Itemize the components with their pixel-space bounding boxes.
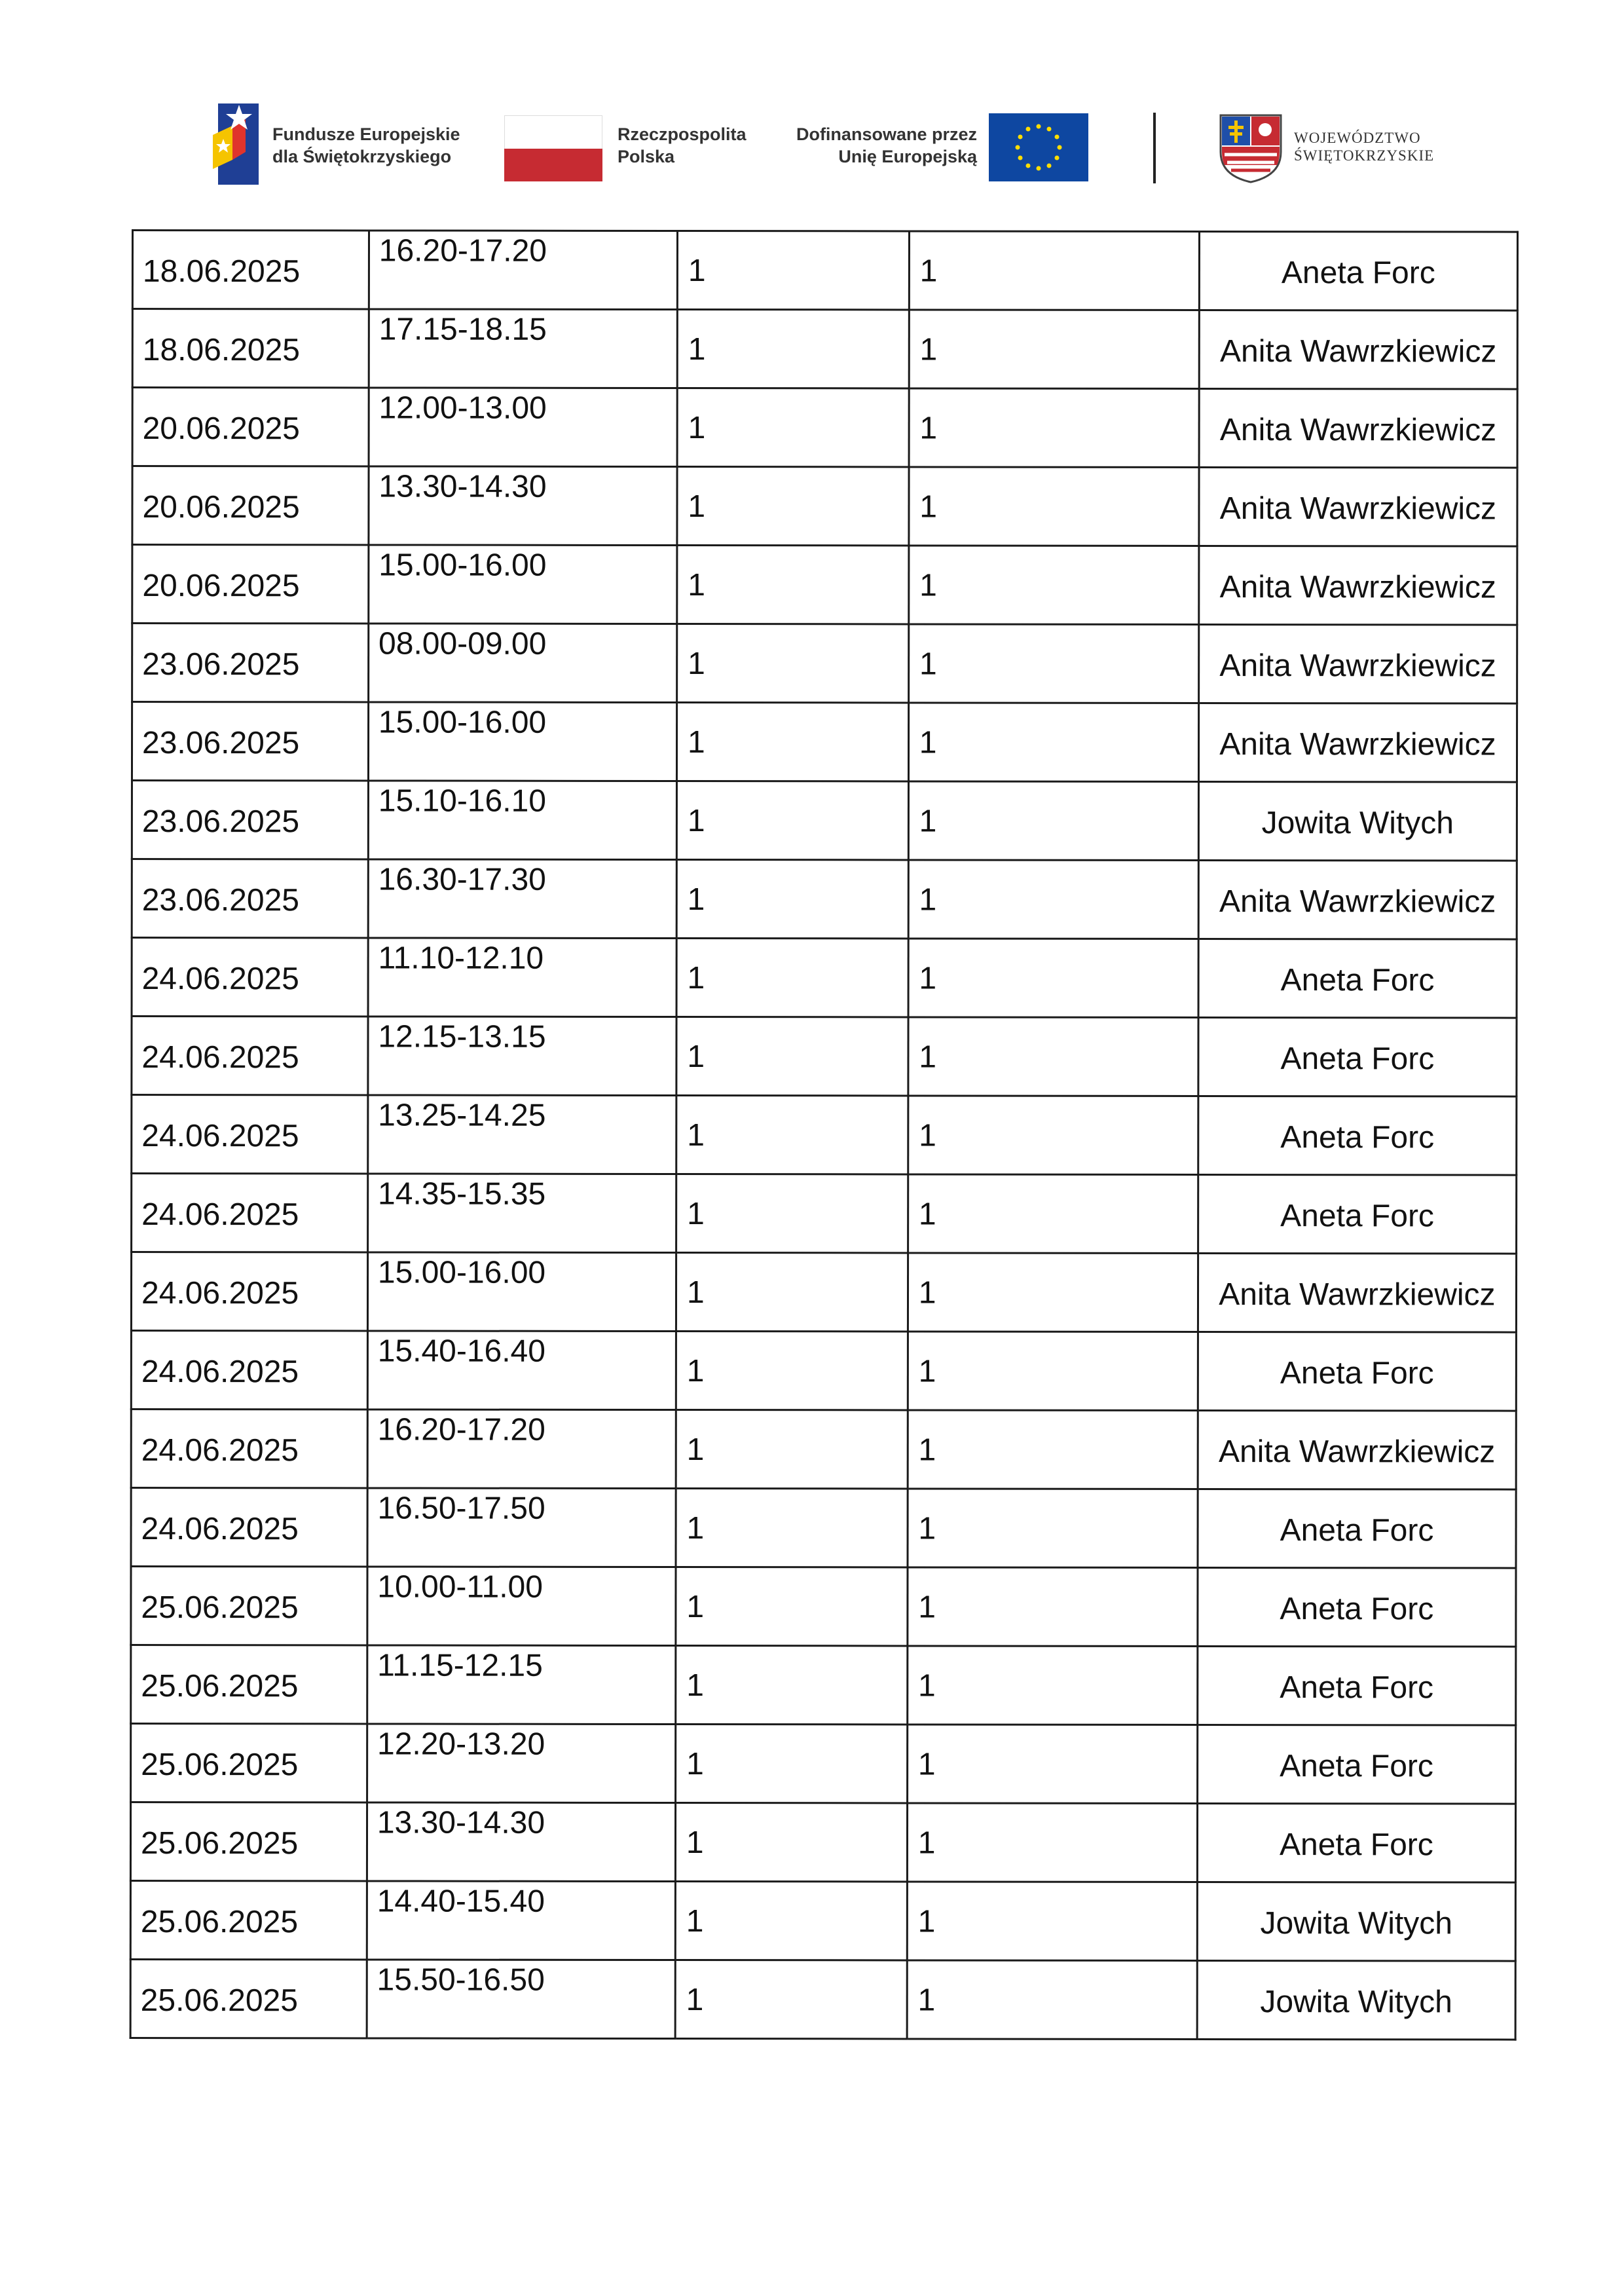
date-cell-text: 24.06.2025 xyxy=(141,1276,299,1311)
date-cell xyxy=(132,1095,368,1174)
specialist-cell xyxy=(1197,1882,1515,1961)
time-cell-text: 13.30-14.30 xyxy=(378,469,547,504)
date-cell-text: 24.06.2025 xyxy=(141,1433,299,1468)
date-cell-text: 18.06.2025 xyxy=(142,254,301,289)
time-cell-text: 11.10-12.10 xyxy=(378,941,544,976)
time-cell-text: 14.35-15.35 xyxy=(378,1176,546,1212)
time-cell xyxy=(367,1960,675,2039)
table-row xyxy=(132,545,1517,625)
count-cell-b-text: 1 xyxy=(917,1983,936,2018)
count-cell-b xyxy=(908,781,1198,861)
date-cell-text: 25.06.2025 xyxy=(141,1590,299,1626)
date-cell-text: 25.06.2025 xyxy=(140,1826,299,1861)
date-cell-text: 20.06.2025 xyxy=(142,490,300,525)
header-logos xyxy=(0,0,1624,196)
count-cell-b xyxy=(909,388,1199,468)
count-cell-a-text: 1 xyxy=(687,725,705,760)
specialist-cell-text: Anita Wawrzkiewicz xyxy=(1219,1277,1496,1313)
date-cell xyxy=(130,1881,367,1960)
time-cell xyxy=(369,309,677,388)
count-cell-a xyxy=(677,388,909,467)
count-cell-b xyxy=(908,1410,1198,1489)
specialist-cell-text: Aneta Forc xyxy=(1280,963,1435,998)
count-cell-a-text: 1 xyxy=(686,1511,705,1546)
fe-line-2: dla Świętokrzyskiego xyxy=(272,147,452,166)
count-cell-b-text: 1 xyxy=(918,1275,936,1311)
count-cell-b xyxy=(908,1253,1198,1332)
specialist-cell xyxy=(1198,703,1517,782)
time-cell xyxy=(369,388,677,467)
count-cell-a-text: 1 xyxy=(686,1904,704,1939)
date-cell xyxy=(132,231,369,309)
count-cell-a xyxy=(676,1017,908,1096)
header-divider xyxy=(1153,113,1156,183)
table-row xyxy=(131,1252,1516,1333)
table-row xyxy=(132,388,1517,468)
specialist-cell-text: Aneta Forc xyxy=(1280,1199,1434,1234)
time-cell xyxy=(367,1331,676,1410)
count-cell-a xyxy=(676,860,908,939)
schedule-table-body xyxy=(130,231,1517,2040)
time-cell-text: 15.10-16.10 xyxy=(378,783,547,819)
specialist-cell xyxy=(1198,1253,1516,1332)
specialist-cell xyxy=(1199,231,1517,310)
count-cell-a xyxy=(676,939,908,1017)
count-cell-a-text: 1 xyxy=(687,961,705,996)
table-row xyxy=(130,1802,1515,1883)
count-cell-a-text: 1 xyxy=(688,646,705,682)
time-cell xyxy=(368,781,676,860)
time-cell-text: 16.20-17.20 xyxy=(377,1412,545,1447)
count-cell-b-text: 1 xyxy=(918,1511,936,1546)
time-cell-text: 13.30-14.30 xyxy=(377,1805,545,1840)
swietokrzyskie-crest-icon xyxy=(1218,113,1283,183)
time-cell xyxy=(367,1724,675,1803)
table-row xyxy=(132,231,1517,311)
count-cell-b-text: 1 xyxy=(919,804,937,839)
count-cell-a xyxy=(676,1489,908,1567)
count-cell-a-text: 1 xyxy=(686,1590,705,1625)
count-cell-b-text: 1 xyxy=(919,568,937,603)
time-cell xyxy=(367,1174,676,1253)
count-cell-b-text: 1 xyxy=(917,1747,936,1782)
table-row xyxy=(130,1959,1515,2040)
count-cell-a xyxy=(676,1174,908,1253)
table-row xyxy=(131,1567,1516,1647)
count-cell-b xyxy=(908,860,1198,939)
specialist-cell xyxy=(1198,1017,1517,1096)
count-cell-a-text: 1 xyxy=(688,489,706,525)
specialist-cell xyxy=(1197,1803,1515,1882)
time-cell-text: 13.25-14.25 xyxy=(378,1098,546,1133)
specialist-cell xyxy=(1198,1646,1516,1725)
count-cell-a xyxy=(676,1332,908,1410)
ue-line-1: Dofinansowane przez xyxy=(796,124,977,144)
date-cell-text: 24.06.2025 xyxy=(141,1119,299,1154)
date-cell-text: 18.06.2025 xyxy=(142,333,301,368)
specialist-cell xyxy=(1198,624,1517,703)
count-cell-b xyxy=(907,1646,1197,1725)
time-cell xyxy=(369,466,677,546)
count-cell-b-text: 1 xyxy=(917,1825,936,1861)
table-row xyxy=(132,1017,1517,1097)
time-cell-text: 12.15-13.15 xyxy=(378,1019,546,1054)
specialist-cell xyxy=(1199,467,1517,546)
count-cell-b-text: 1 xyxy=(919,411,938,446)
count-cell-a-text: 1 xyxy=(686,1983,704,2018)
specialist-cell xyxy=(1197,1725,1515,1804)
count-cell-a xyxy=(677,546,909,624)
count-cell-a xyxy=(676,1096,908,1174)
count-cell-b-text: 1 xyxy=(919,1039,936,1075)
time-cell xyxy=(367,1881,675,1960)
date-cell xyxy=(131,1331,367,1409)
count-cell-a-text: 1 xyxy=(686,1747,704,1782)
count-cell-b xyxy=(909,310,1199,389)
count-cell-a xyxy=(676,1410,908,1489)
date-cell xyxy=(132,309,369,388)
time-cell-text: 11.15-12.15 xyxy=(377,1648,543,1683)
table-row xyxy=(132,702,1517,783)
specialist-cell xyxy=(1198,1332,1516,1411)
count-cell-b xyxy=(907,1725,1197,1804)
specialist-cell-text: Anita Wawrzkiewicz xyxy=(1219,727,1496,762)
date-cell xyxy=(132,859,368,938)
time-cell-text: 12.00-13.00 xyxy=(378,390,547,426)
time-cell-text: 08.00-09.00 xyxy=(378,626,547,662)
rzeczpospolita-label xyxy=(618,123,747,168)
time-cell xyxy=(367,1488,676,1567)
eu-flag-icon xyxy=(989,113,1088,181)
time-cell xyxy=(367,1802,675,1882)
table-row xyxy=(131,1724,1516,1804)
time-cell-text: 16.50-17.50 xyxy=(377,1491,545,1526)
date-cell-text: 23.06.2025 xyxy=(142,647,300,682)
specialist-cell xyxy=(1198,1410,1516,1489)
specialist-cell xyxy=(1198,1096,1517,1175)
specialist-cell-text: Aneta Forc xyxy=(1280,1120,1435,1155)
table-row xyxy=(131,1331,1516,1411)
count-cell-b xyxy=(907,1882,1197,1961)
time-cell-text: 16.30-17.30 xyxy=(378,862,546,897)
time-cell-text: 15.00-16.00 xyxy=(377,1255,546,1290)
count-cell-b xyxy=(909,231,1199,310)
specialist-cell xyxy=(1198,860,1517,939)
date-cell-text: 20.06.2025 xyxy=(142,569,300,604)
specialist-cell xyxy=(1198,1489,1516,1568)
polish-flag-icon xyxy=(504,115,602,181)
date-cell xyxy=(131,1252,367,1331)
specialist-cell-text: Aneta Forc xyxy=(1280,1041,1435,1077)
count-cell-b xyxy=(907,1960,1197,2040)
count-cell-b-text: 1 xyxy=(919,646,937,682)
specialist-cell-text: Anita Wawrzkiewicz xyxy=(1219,648,1496,684)
count-cell-a xyxy=(677,231,909,310)
specialist-cell-text: Aneta Forc xyxy=(1281,255,1435,291)
time-cell-text: 10.00-11.00 xyxy=(377,1569,543,1605)
wojewodztwo-label xyxy=(1294,129,1434,164)
date-cell-text: 23.06.2025 xyxy=(142,726,300,761)
time-cell xyxy=(368,624,676,703)
count-cell-b xyxy=(908,624,1198,703)
count-cell-b xyxy=(908,703,1198,782)
table-row xyxy=(132,309,1517,390)
date-cell xyxy=(132,1017,368,1095)
table-row xyxy=(131,1645,1516,1726)
count-cell-b-text: 1 xyxy=(917,1904,936,1939)
count-cell-a-text: 1 xyxy=(686,1825,704,1861)
time-cell xyxy=(368,1017,676,1096)
specialist-cell xyxy=(1199,546,1517,625)
time-cell xyxy=(369,545,677,624)
time-cell xyxy=(368,1095,676,1174)
date-cell-text: 20.06.2025 xyxy=(142,411,300,447)
count-cell-b-text: 1 xyxy=(919,882,937,918)
time-cell-text: 14.40-15.40 xyxy=(377,1884,545,1919)
time-cell xyxy=(369,231,677,310)
table-row xyxy=(131,1409,1516,1490)
rp-line-2: Polska xyxy=(618,147,675,166)
count-cell-b-text: 1 xyxy=(918,1354,936,1389)
count-cell-a xyxy=(675,1803,907,1882)
time-cell-text: 15.50-16.50 xyxy=(377,1962,545,1998)
specialist-cell-text: Jowita Witych xyxy=(1260,1906,1452,1941)
count-cell-b xyxy=(909,546,1199,625)
count-cell-b-text: 1 xyxy=(918,1197,936,1232)
date-cell xyxy=(131,1488,367,1567)
date-cell xyxy=(131,1645,367,1724)
count-cell-a-text: 1 xyxy=(688,253,706,289)
count-cell-a-text: 1 xyxy=(688,332,706,367)
count-cell-a-text: 1 xyxy=(687,804,705,839)
date-cell xyxy=(132,545,369,624)
date-cell-text: 24.06.2025 xyxy=(141,1512,299,1547)
count-cell-b-text: 1 xyxy=(919,253,938,289)
time-cell xyxy=(368,859,676,939)
count-cell-b xyxy=(908,1096,1198,1175)
specialist-cell-text: Aneta Forc xyxy=(1280,1670,1434,1706)
date-cell xyxy=(132,781,368,859)
specialist-cell-text: Anita Wawrzkiewicz xyxy=(1219,884,1496,920)
time-cell xyxy=(367,1409,676,1489)
count-cell-a xyxy=(676,703,908,781)
woj-line-1: WOJEWÓDZTWO xyxy=(1294,130,1421,146)
count-cell-b-text: 1 xyxy=(919,725,937,760)
count-cell-a-text: 1 xyxy=(687,1118,705,1153)
fe-line-1: Fundusze Europejskie xyxy=(272,124,460,144)
count-cell-b xyxy=(907,1803,1197,1882)
time-cell-text: 15.00-16.00 xyxy=(378,705,547,740)
specialist-cell-text: Anita Wawrzkiewicz xyxy=(1220,334,1497,369)
specialist-cell-text: Aneta Forc xyxy=(1279,1827,1433,1863)
specialist-cell xyxy=(1198,1567,1516,1647)
specialist-cell xyxy=(1197,1960,1515,2040)
date-cell-text: 24.06.2025 xyxy=(141,1197,299,1233)
date-cell-text: 24.06.2025 xyxy=(141,961,299,997)
time-cell xyxy=(367,1567,676,1646)
count-cell-a-text: 1 xyxy=(688,411,706,446)
specialist-cell xyxy=(1199,388,1517,468)
count-cell-a xyxy=(676,1253,908,1332)
specialist-cell-text: Anita Wawrzkiewicz xyxy=(1219,570,1496,605)
specialist-cell-text: Aneta Forc xyxy=(1280,1592,1434,1627)
date-cell xyxy=(132,938,368,1017)
count-cell-b-text: 1 xyxy=(919,961,937,996)
date-cell-text: 25.06.2025 xyxy=(141,1669,299,1704)
time-cell xyxy=(367,1252,676,1332)
specialist-cell-text: Jowita Witych xyxy=(1261,806,1454,841)
date-cell xyxy=(132,388,369,466)
count-cell-a xyxy=(677,624,909,703)
date-cell xyxy=(132,1174,368,1252)
specialist-cell-text: Anita Wawrzkiewicz xyxy=(1218,1434,1496,1470)
count-cell-a-text: 1 xyxy=(687,882,705,918)
date-cell xyxy=(131,1567,367,1645)
time-cell xyxy=(368,938,676,1017)
specialist-cell-text: Aneta Forc xyxy=(1280,1356,1434,1391)
date-cell xyxy=(131,1409,367,1488)
specialist-cell xyxy=(1198,1174,1516,1254)
time-cell-text: 17.15-18.15 xyxy=(378,312,547,347)
count-cell-a-text: 1 xyxy=(686,1668,704,1704)
table-row xyxy=(131,1488,1516,1569)
count-cell-b xyxy=(908,939,1198,1018)
count-cell-a xyxy=(676,1725,908,1803)
count-cell-b xyxy=(908,1489,1198,1568)
fundusze-europejskie-logo-icon xyxy=(213,100,262,188)
count-cell-a xyxy=(675,1960,907,2039)
date-cell-text: 23.06.2025 xyxy=(141,804,300,840)
date-cell-text: 24.06.2025 xyxy=(141,1354,299,1390)
date-cell-text: 24.06.2025 xyxy=(141,1040,299,1075)
time-cell xyxy=(368,702,676,781)
date-cell-text: 25.06.2025 xyxy=(141,1747,299,1783)
time-cell-text: 15.00-16.00 xyxy=(378,548,547,583)
specialist-cell-text: Aneta Forc xyxy=(1280,1749,1433,1784)
specialist-cell xyxy=(1198,939,1517,1018)
count-cell-a-text: 1 xyxy=(687,1197,705,1232)
count-cell-b xyxy=(908,1017,1198,1096)
date-cell-text: 25.06.2025 xyxy=(140,1905,299,1940)
count-cell-a-text: 1 xyxy=(686,1275,705,1311)
count-cell-a xyxy=(677,467,909,546)
date-cell xyxy=(130,1802,367,1881)
date-cell xyxy=(130,1959,367,2038)
table-row xyxy=(132,624,1517,704)
rp-line-1: Rzeczpospolita xyxy=(618,124,747,144)
count-cell-b xyxy=(908,1332,1198,1411)
date-cell xyxy=(132,466,369,545)
time-cell xyxy=(367,1645,676,1725)
time-cell-text: 12.20-13.20 xyxy=(377,1726,545,1762)
table-row xyxy=(130,1881,1515,1962)
count-cell-a xyxy=(676,1646,908,1725)
woj-line-2: ŚWIĘTOKRZYSKIE xyxy=(1294,147,1435,164)
specialist-cell xyxy=(1198,781,1517,861)
schedule-table xyxy=(130,229,1519,2041)
time-cell-text: 16.20-17.20 xyxy=(378,233,547,269)
specialist-cell-text: Anita Wawrzkiewicz xyxy=(1219,413,1497,448)
table-row xyxy=(132,859,1517,940)
date-cell-text: 25.06.2025 xyxy=(140,1983,298,2019)
eu-funding-label xyxy=(760,123,977,168)
count-cell-a-text: 1 xyxy=(688,568,706,603)
ue-line-2: Unię Europejską xyxy=(838,147,977,166)
count-cell-a-text: 1 xyxy=(686,1432,705,1468)
count-cell-a-text: 1 xyxy=(686,1354,705,1389)
date-cell xyxy=(131,1724,367,1802)
count-cell-a-text: 1 xyxy=(687,1039,705,1075)
count-cell-b xyxy=(908,1174,1198,1254)
specialist-cell xyxy=(1199,310,1517,389)
count-cell-b-text: 1 xyxy=(918,1432,936,1468)
count-cell-b xyxy=(909,467,1199,546)
count-cell-a xyxy=(675,1882,907,1960)
count-cell-a xyxy=(676,781,908,860)
date-cell xyxy=(132,624,369,702)
table-row xyxy=(132,466,1517,547)
count-cell-b-text: 1 xyxy=(919,1118,936,1153)
table-row xyxy=(132,1174,1517,1254)
table-row xyxy=(132,1095,1517,1176)
specialist-cell-text: Aneta Forc xyxy=(1280,1513,1434,1548)
count-cell-b xyxy=(908,1567,1198,1647)
table-row xyxy=(132,781,1517,861)
count-cell-b-text: 1 xyxy=(918,1590,936,1625)
date-cell-text: 23.06.2025 xyxy=(141,883,300,918)
specialist-cell-text: Jowita Witych xyxy=(1260,1985,1452,2020)
count-cell-a xyxy=(677,310,909,388)
count-cell-b-text: 1 xyxy=(919,489,937,525)
date-cell xyxy=(132,702,368,781)
fundusze-europejskie-label xyxy=(272,123,460,168)
count-cell-b-text: 1 xyxy=(918,1668,936,1704)
time-cell-text: 15.40-16.40 xyxy=(377,1334,546,1369)
table-row xyxy=(132,938,1517,1018)
specialist-cell-text: Anita Wawrzkiewicz xyxy=(1219,491,1497,527)
count-cell-b-text: 1 xyxy=(919,332,938,367)
count-cell-a xyxy=(676,1567,908,1646)
